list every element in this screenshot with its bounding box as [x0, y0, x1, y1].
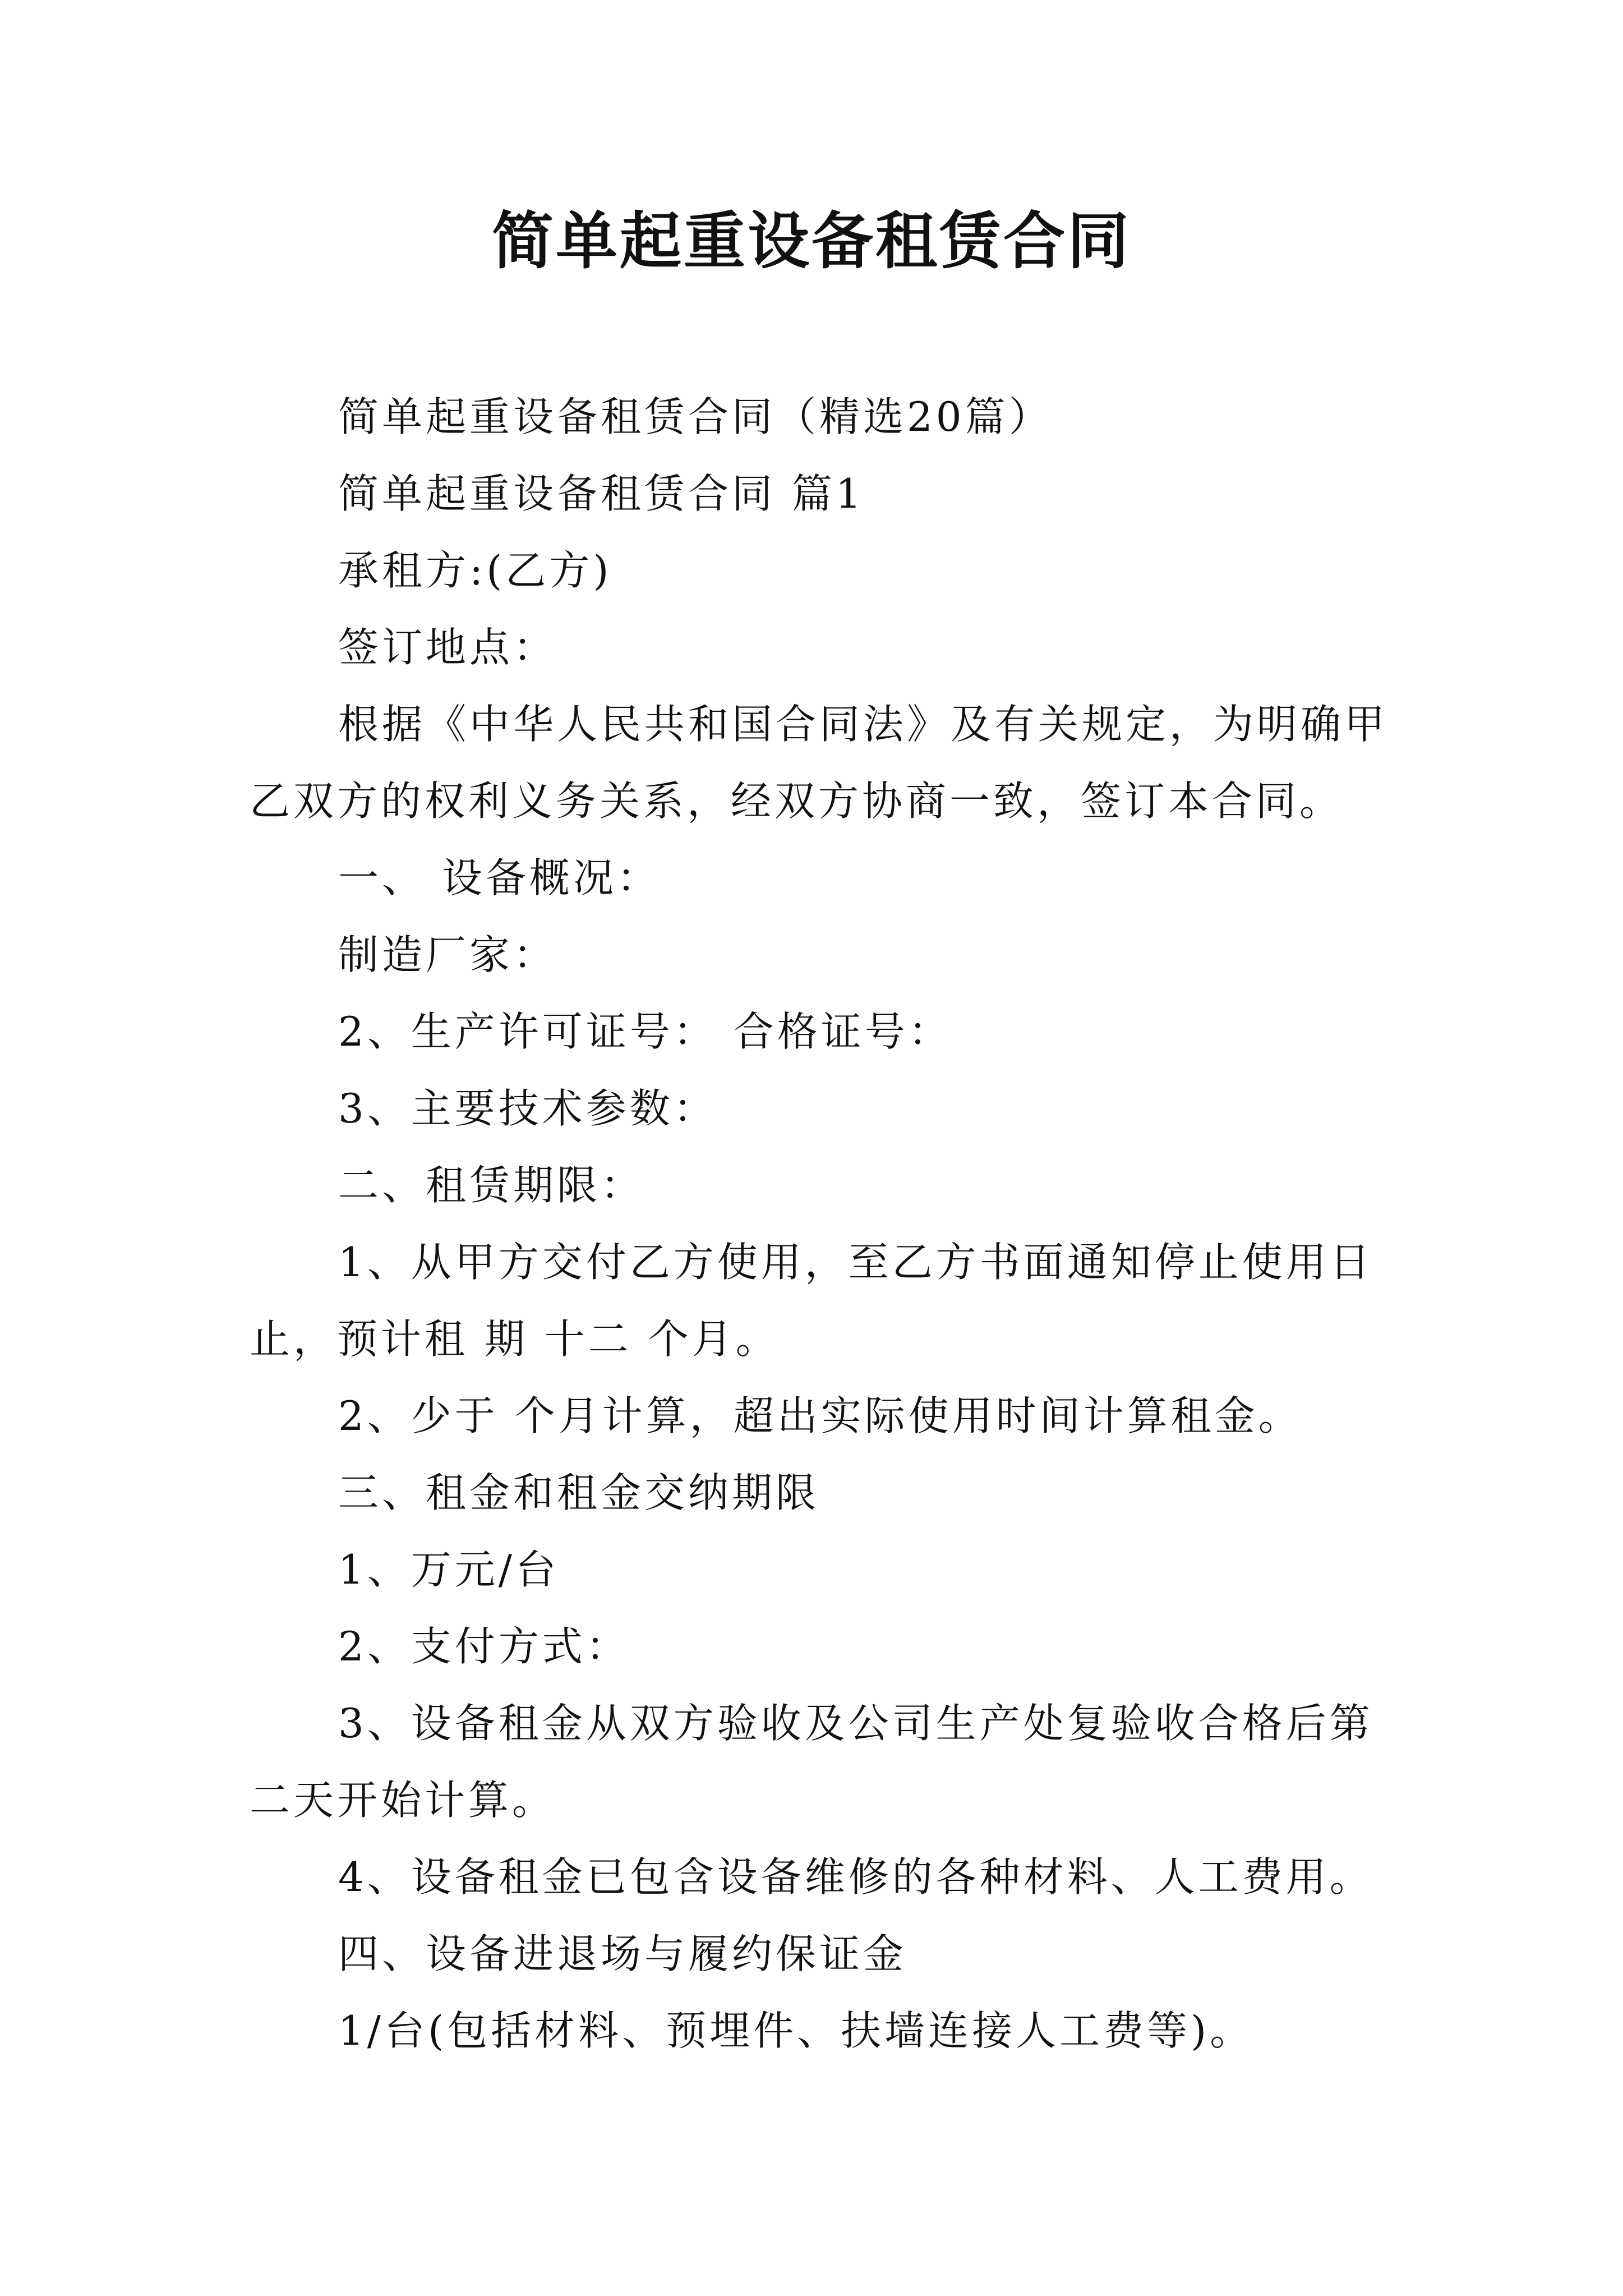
paragraph-rent-2: 2、支付方式： [338, 1623, 630, 1670]
paragraph-clause-2-heading: 二、租赁期限： [338, 1162, 645, 1209]
paragraph-section-heading: 简单起重设备租赁合同 篇1 [338, 470, 865, 517]
paragraph-deposit-1: 1/台(包括材料、预埋件、扶墙连接人工费等)。 [338, 2007, 1254, 2054]
document-body [250, 379, 1388, 2069]
paragraph-technical-params: 3、主要技术参数： [338, 1085, 717, 1132]
paragraph-rent-4: 4、设备租金已包含设备维修的各种材料、人工费用。 [338, 1853, 1373, 1901]
paragraph-subtitle: 简单起重设备租赁合同（精选20篇） [338, 393, 1053, 440]
paragraph-rent-1: 1、万元/台 [338, 1546, 560, 1593]
paragraph-clause-1-heading: 一、 设备概况： [338, 854, 661, 901]
paragraph-rent-3: 3、设备租金从双方验收及公司生产处复验收合格后第二天开始计算。 [250, 1700, 1373, 1824]
paragraph-clause-4-heading: 四、设备进退场与履约保证金 [338, 1930, 907, 1977]
paragraph-manufacturer: 制造厂家： [338, 931, 557, 978]
paragraph-lessee: 承租方:(乙方) [338, 547, 612, 594]
paragraph-lease-term-1: 1、从甲方交付乙方使用，至乙方书面通知停止使用日止，预计租 期 十二 个月。 [250, 1239, 1373, 1363]
document-title: 简单起重设备租赁合同 [492, 205, 1131, 277]
paragraph-license-number: 2、生产许可证号： 合格证号： [338, 1008, 952, 1055]
paragraph-signing-place: 签订地点： [338, 624, 557, 671]
paragraph-clause-3-heading: 三、租金和租金交纳期限 [338, 1469, 820, 1516]
paragraph-preamble: 根据《中华人民共和国合同法》及有关规定，为明确甲乙双方的权利义务关系，经双方协商一致，签订本合同。 [250, 701, 1389, 825]
paragraph-lease-term-2: 2、少于 个月计算，超出实际使用时间计算租金。 [338, 1392, 1302, 1439]
